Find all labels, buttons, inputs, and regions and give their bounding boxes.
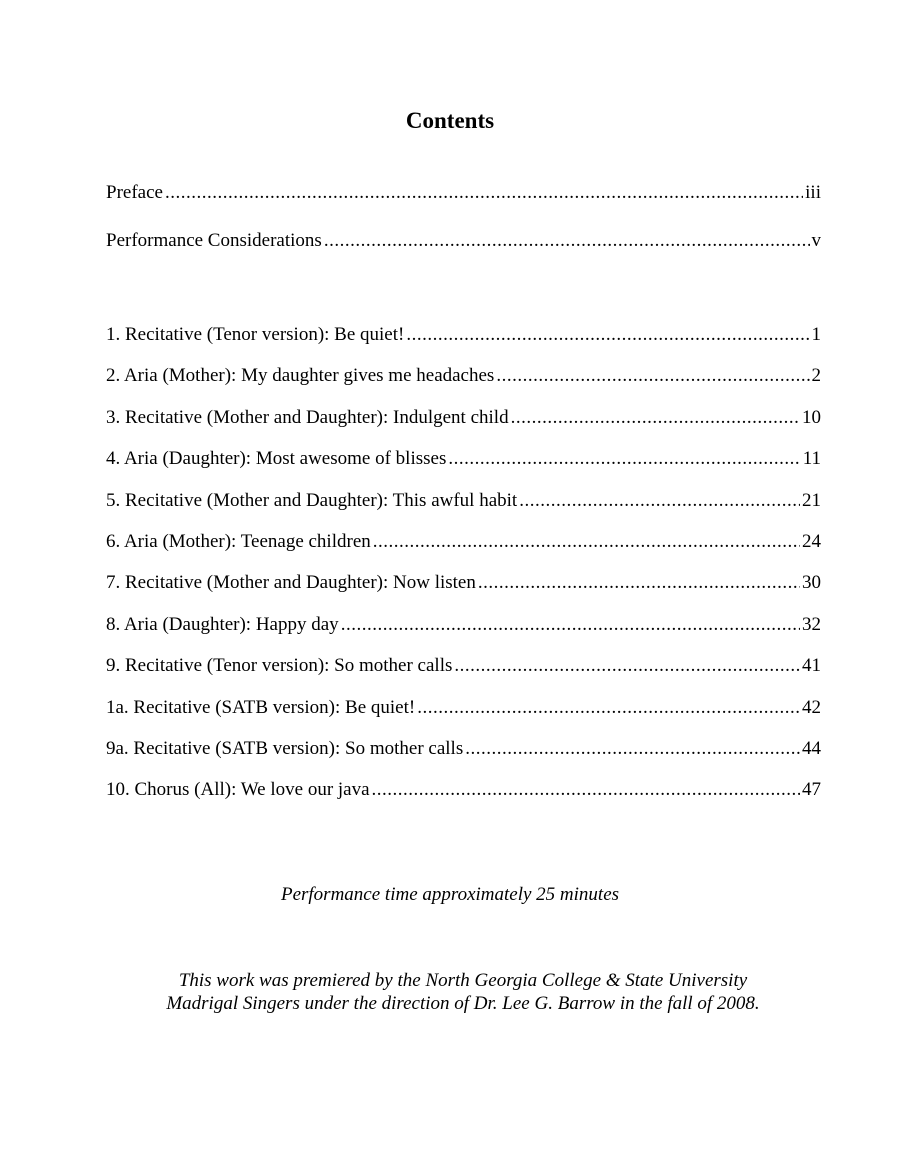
toc-entry — [106, 228, 821, 254]
movement-list — [106, 322, 821, 819]
entry-title: 8. Aria (Daughter): Happy day — [106, 613, 339, 635]
page-title: Contents — [405, 108, 495, 133]
entry-title: 5. Recitative (Mother and Daughter): This awful habit — [106, 489, 518, 511]
toc-entry — [106, 695, 821, 721]
toc-entry — [106, 736, 821, 762]
entry-page-number: 30 — [802, 572, 821, 594]
toc-entry — [106, 405, 821, 431]
dot-leader — [372, 777, 800, 803]
toc-entry — [106, 570, 821, 596]
dot-leader — [519, 488, 800, 514]
entry-title: 3. Recitative (Mother and Daughter): Indulgent child — [106, 406, 509, 428]
entry-title: 1. Recitative (Tenor version): Be quiet! — [106, 324, 405, 345]
dot-leader — [478, 570, 800, 596]
dot-leader — [373, 529, 800, 555]
front-matter-list — [106, 180, 821, 276]
entry-page-number: 1 — [811, 324, 821, 345]
entry-page-number: 47 — [802, 779, 821, 801]
entry-title: 9a. Recitative (SATB version): So mother calls — [106, 737, 464, 759]
toc-entry — [106, 180, 821, 206]
toc-entry — [106, 488, 821, 514]
entry-page-number: 11 — [802, 448, 821, 470]
entry-page-number: 21 — [802, 489, 821, 511]
entry-page-number: 10 — [802, 406, 821, 428]
dot-leader — [341, 612, 800, 638]
entry-title: 2. Aria (Mother): My daughter gives me headaches — [106, 365, 495, 387]
dot-leader — [454, 653, 800, 679]
entry-page-number: 42 — [802, 696, 821, 718]
dot-leader — [406, 322, 809, 348]
toc-entry — [106, 363, 821, 389]
performance-time-note: Performance time approximately 25 minutes — [280, 884, 620, 905]
toc-entry — [106, 446, 821, 472]
entry-title: Performance Considerations — [106, 230, 322, 251]
dot-leader — [465, 736, 800, 762]
entry-page-number: iii — [805, 182, 821, 203]
toc-entry — [106, 529, 821, 555]
entry-title: 1a. Recitative (SATB version): Be quiet! — [106, 696, 416, 718]
entry-page-number: 2 — [811, 365, 821, 387]
dot-leader — [448, 446, 800, 472]
toc-entry — [106, 612, 821, 638]
premiere-note-line-1: This work was premiered by the North Georgia College & State University — [178, 970, 748, 991]
entry-title: 7. Recitative (Mother and Daughter): Now listen — [106, 572, 476, 594]
dot-leader — [511, 405, 800, 431]
toc-entry — [106, 777, 821, 803]
premiere-note-line-2: Madrigal Singers under the direction of Dr. Lee G. Barrow in the fall of 2008. — [166, 993, 760, 1014]
dot-leader — [417, 695, 800, 721]
entry-title: 6. Aria (Mother): Teenage children — [106, 530, 371, 552]
entry-title: 10. Chorus (All): We love our java — [106, 779, 370, 801]
entry-page-number: v — [811, 230, 821, 251]
entry-title: Preface — [106, 182, 163, 203]
entry-title: 4. Aria (Daughter): Most awesome of blisses — [106, 448, 447, 470]
entry-page-number: 24 — [802, 530, 821, 552]
entry-page-number: 32 — [802, 613, 821, 635]
toc-entry — [106, 653, 821, 679]
dot-leader — [496, 363, 809, 389]
dot-leader — [324, 228, 810, 254]
entry-title: 9. Recitative (Tenor version): So mother calls — [106, 655, 453, 677]
entry-page-number: 44 — [802, 737, 821, 759]
dot-leader — [165, 180, 803, 206]
toc-entry — [106, 322, 821, 348]
entry-page-number: 41 — [802, 655, 821, 677]
premiere-note — [0, 969, 900, 1015]
